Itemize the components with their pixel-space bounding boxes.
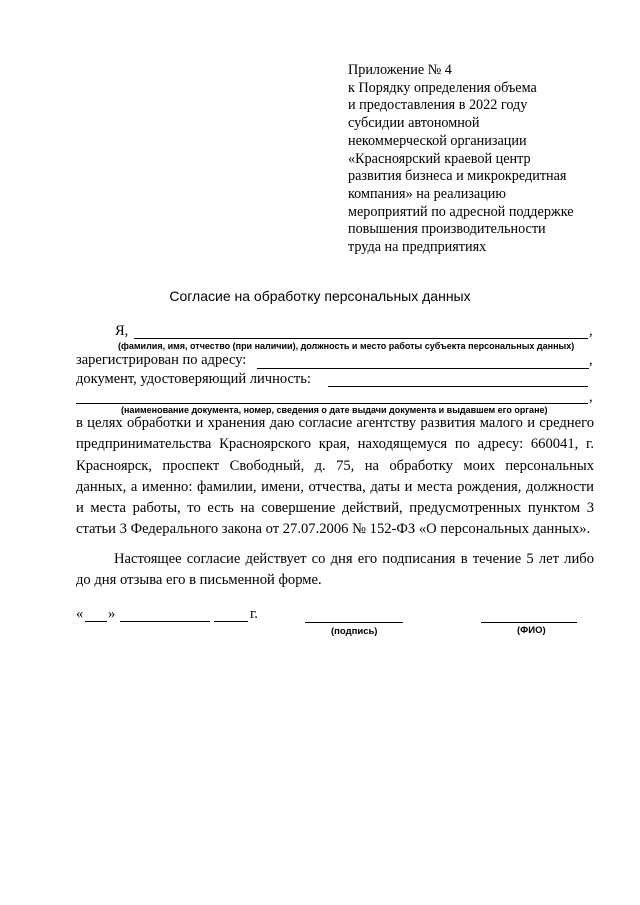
appendix-line: развития бизнеса и микрокредитная	[348, 168, 567, 185]
document-field-hint: (наименование документа, номер, сведения о дате выдачи документа и выдавшем его органе)	[121, 405, 548, 415]
date-quote-close: »	[108, 606, 116, 622]
appendix-line: повышения производительности	[348, 221, 546, 238]
document-label: документ, удостоверяющий личность:	[76, 371, 311, 387]
fio-label: (ФИО)	[517, 625, 546, 636]
fio-line[interactable]	[481, 622, 577, 623]
appendix-line: труда на предприятиях	[348, 239, 487, 256]
date-year-line[interactable]	[214, 621, 248, 622]
comma: ,	[589, 389, 593, 405]
name-field-hint: (фамилия, имя, отчество (при наличии), должность и место работы субъекта персональных данных)	[118, 341, 575, 351]
appendix-line: «Красноярский краевой центр	[348, 150, 531, 167]
appendix-line: Приложение № 4	[348, 62, 452, 78]
appendix-line: компания» на реализацию	[348, 185, 506, 202]
address-label: зарегистрирован по адресу:	[76, 352, 247, 368]
date-day-line[interactable]	[85, 621, 107, 622]
appendix-line: некоммерческой организации	[348, 132, 527, 149]
comma: ,	[589, 323, 593, 339]
document-field-line-2[interactable]	[76, 403, 588, 404]
validity-paragraph: Настоящее согласие действует со дня его подписания в течение 5 лет либо до дня отзыва его в письменной форме.	[76, 550, 594, 589]
appendix-line: мероприятий по адресной поддержке	[348, 203, 574, 220]
appendix-line: к Порядку определения объема	[348, 79, 537, 96]
comma: ,	[589, 352, 593, 368]
name-field-line[interactable]	[134, 338, 588, 339]
signature-line[interactable]	[305, 622, 403, 623]
date-quote-open: «	[76, 606, 84, 622]
consent-body	[76, 413, 594, 591]
appendix-header	[348, 62, 610, 257]
signature-label: (подпись)	[331, 626, 378, 637]
year-suffix: г.	[250, 606, 258, 622]
address-field-line[interactable]	[257, 368, 589, 369]
ya-label: Я,	[115, 323, 129, 339]
page-title: Согласие на обработку персональных данных	[169, 288, 471, 304]
consent-paragraph: в целях обработки и хранения даю согласие агентству развития малого и среднего предпринимательства Красноярского края, находящемуся по адресу: 660041, г. Красноярск, проспект Свободный, д. 75, на обработку моих персональных данных, а именно: фамилии, имени, отчества, даты и места рождения, должности и места работы, то есть на совершение действий, предусмотренных пунктом 3 статьи 3 Федерального закона от 27.07.2006 № 152-ФЗ «О персональных данных».	[76, 415, 594, 538]
appendix-line: и предоставления в 2022 году	[348, 97, 528, 114]
appendix-line: субсидии автономной	[348, 115, 480, 132]
document-field-line[interactable]	[328, 386, 588, 387]
date-month-line[interactable]	[120, 621, 210, 622]
